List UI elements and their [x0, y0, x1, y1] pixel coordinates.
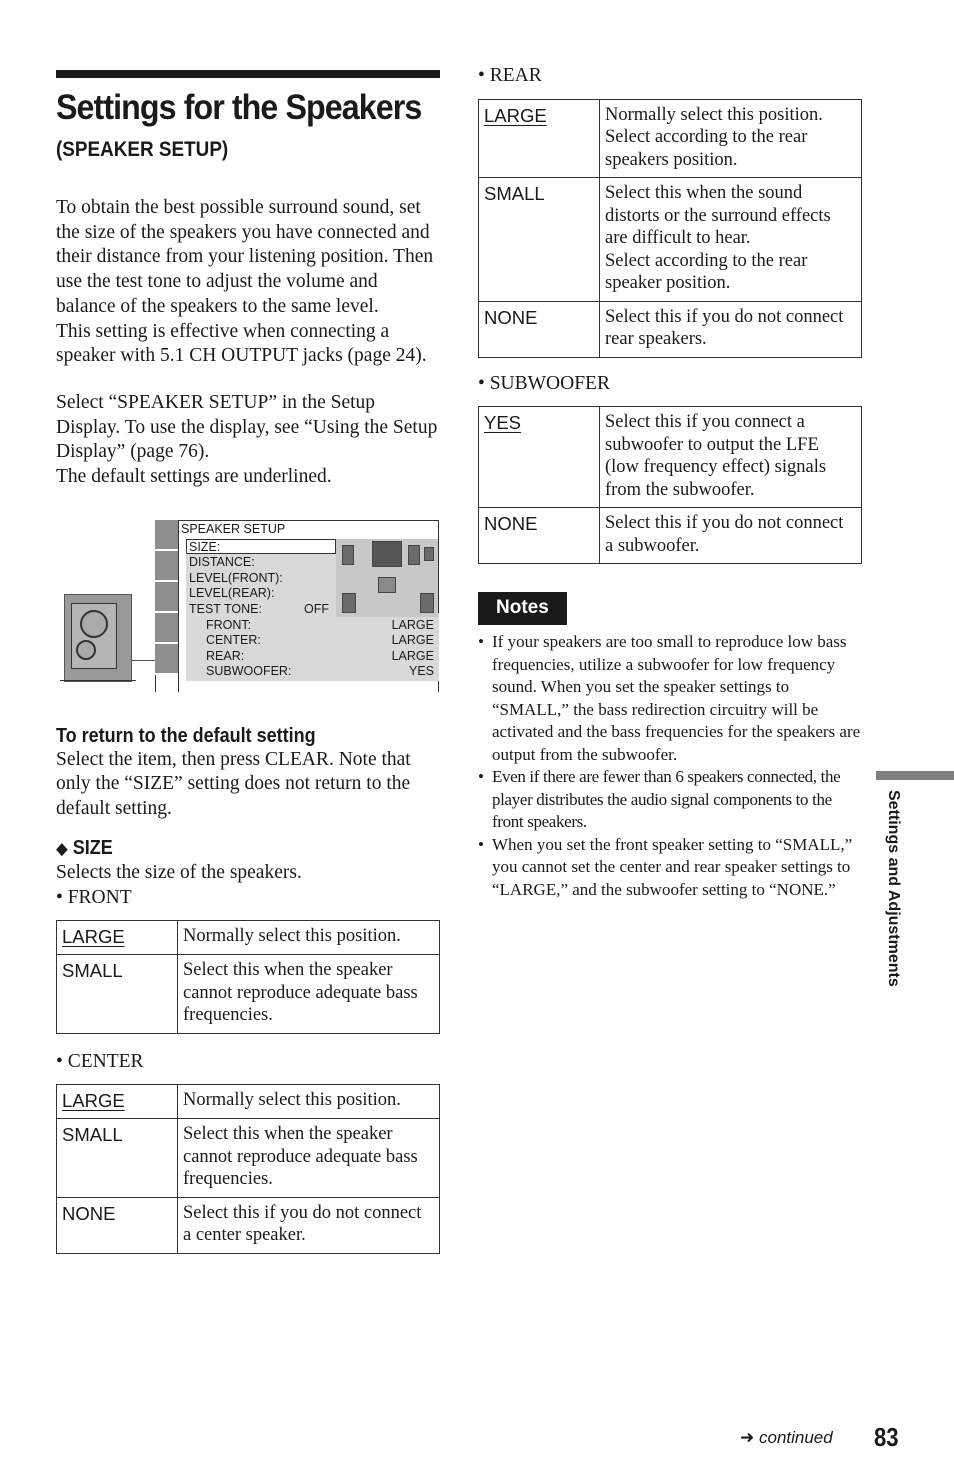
- sub-item-center-value: LARGE: [391, 633, 434, 648]
- option-desc: Select this when the speaker cannot reproduce adequate bass frequencies.: [178, 955, 440, 1034]
- option-desc: Select this if you do not connect a center speaker.: [178, 1197, 440, 1253]
- page-number: 83: [874, 1422, 899, 1452]
- sub-item-subwoofer: SUBWOOFER:: [206, 664, 292, 679]
- remote-icon: [64, 594, 132, 682]
- center-options-table: [56, 1084, 440, 1254]
- table-row: [57, 1197, 440, 1253]
- option-desc: Normally select this position.: [178, 921, 440, 955]
- table-row: [57, 1085, 440, 1119]
- table-row: [479, 178, 862, 302]
- speaker-layout-icon: [336, 539, 438, 617]
- option-desc: Normally select this position.: [178, 1085, 440, 1119]
- test-tone-value: OFF: [304, 601, 329, 616]
- title-rule: [56, 70, 440, 78]
- right-arrow-icon: ➜: [740, 1428, 755, 1447]
- table-row: [57, 921, 440, 955]
- rear-options-table: [478, 99, 862, 358]
- front-options-table: [56, 920, 440, 1034]
- subwoofer-options-table: [478, 406, 862, 564]
- size-description: Selects the size of the speakers.: [56, 861, 302, 883]
- option-desc: Select this if you do not connect rear speakers.: [600, 301, 862, 357]
- continued-label: ➜ continued: [740, 1428, 833, 1447]
- side-tab-label: Settings and Adjustments: [885, 790, 902, 987]
- option-key: SMALL: [57, 955, 178, 1034]
- size-heading: ◆ SIZE: [56, 836, 113, 859]
- left-column: [56, 70, 440, 1254]
- option-desc: Select this if you do not connect a subwoofer.: [600, 508, 862, 564]
- option-desc: Normally select this position. Select according to the rear speakers position.: [600, 99, 862, 178]
- setup-item-test-tone: TEST TONE:: [189, 601, 262, 616]
- option-key-default: LARGE: [62, 926, 125, 948]
- option-desc: Select this when the speaker cannot reproduce adequate bass frequencies.: [178, 1119, 440, 1198]
- page-title: Settings for the Speakers: [56, 88, 422, 127]
- table-row: [479, 301, 862, 357]
- front-label: • FRONT: [56, 886, 132, 908]
- sub-item-center: CENTER:: [206, 633, 261, 648]
- diamond-icon: ◆: [56, 838, 68, 858]
- side-tab-bar: [876, 771, 954, 780]
- option-desc: Select this if you connect a subwoofer to output the LFE (low frequency effect) signals from the subwoofer.: [600, 407, 862, 508]
- option-key: SMALL: [57, 1119, 178, 1198]
- setup-item-distance: DISTANCE:: [189, 555, 255, 570]
- table-row: [57, 955, 440, 1034]
- table-row: [479, 407, 862, 508]
- setup-display-heading: SPEAKER SETUP: [181, 521, 286, 536]
- sub-item-front-value: LARGE: [391, 617, 434, 632]
- notes-badge: Notes: [478, 592, 567, 625]
- table-row: [479, 99, 862, 178]
- right-column: [478, 64, 862, 901]
- sub-item-subwoofer-value: YES: [408, 664, 434, 679]
- list-item: • Even if there are fewer than 6 speakers connected, the player distributes the audio signal components to the front speakers.: [478, 766, 862, 834]
- setup-display-figure: [56, 520, 440, 700]
- intro-paragraph-2: This setting is effective when connecting a speaker with 5.1 CH OUTPUT jacks (page 24).: [56, 320, 427, 367]
- option-desc-line: Select according to the rear speaker position.: [605, 250, 808, 294]
- list-item: • If your speakers are too small to reproduce low bass frequencies, utilize a subwoofer for low frequency sound. When you set the speaker settings to “SMALL,” the bass redirection circuitry will be activated and the bass frequencies for the speakers are output from the subwoofer.: [478, 631, 862, 766]
- option-key: NONE: [57, 1197, 178, 1253]
- return-default-text: Select the item, then press CLEAR. Note that only the “SIZE” setting does not return to the default setting.: [56, 748, 411, 820]
- list-item: • When you set the front speaker setting to “SMALL,” you cannot set the center and rear speaker settings to “LARGE,” and the subwoofer setting to “NONE.”: [478, 834, 862, 902]
- option-key-default: LARGE: [484, 104, 547, 126]
- option-key-default: YES: [484, 412, 522, 434]
- option-key: SMALL: [479, 178, 600, 302]
- option-desc: [600, 178, 862, 302]
- notes-list: [478, 631, 862, 901]
- return-default-heading: To return to the default setting: [56, 724, 316, 747]
- sub-item-rear: REAR:: [206, 648, 245, 663]
- option-key-default: LARGE: [62, 1090, 125, 1112]
- page-subtitle: (SPEAKER SETUP): [56, 138, 229, 161]
- setup-tabs: [155, 520, 179, 680]
- setup-item-size: SIZE:: [189, 539, 221, 554]
- option-desc-line: Select this when the sound distorts or the surround effects are difficult to hear.: [605, 183, 831, 249]
- option-key: NONE: [479, 301, 600, 357]
- instruction-paragraph: Select “SPEAKER SETUP” in the Setup Display. To use the display, see “Using the Setup Display” (page 76).: [56, 391, 438, 463]
- sub-item-front: FRONT:: [206, 617, 252, 632]
- default-note: The default settings are underlined.: [56, 466, 332, 488]
- intro-paragraph: To obtain the best possible surround sound, set the size of the speakers you have connected and their distance from your listening position. Then use the test tone to adjust the volume and balance of the speakers to the same level.: [56, 197, 434, 317]
- table-row: [479, 508, 862, 564]
- rear-label: • REAR: [478, 65, 542, 86]
- option-key: NONE: [479, 508, 600, 564]
- table-row: [57, 1119, 440, 1198]
- center-label: • CENTER: [56, 1050, 144, 1072]
- subwoofer-label: • SUBWOOFER: [478, 372, 610, 394]
- sub-item-rear-value: LARGE: [391, 648, 434, 663]
- setup-item-level-rear: LEVEL(REAR):: [189, 586, 275, 601]
- setup-item-level-front: LEVEL(FRONT):: [189, 570, 283, 585]
